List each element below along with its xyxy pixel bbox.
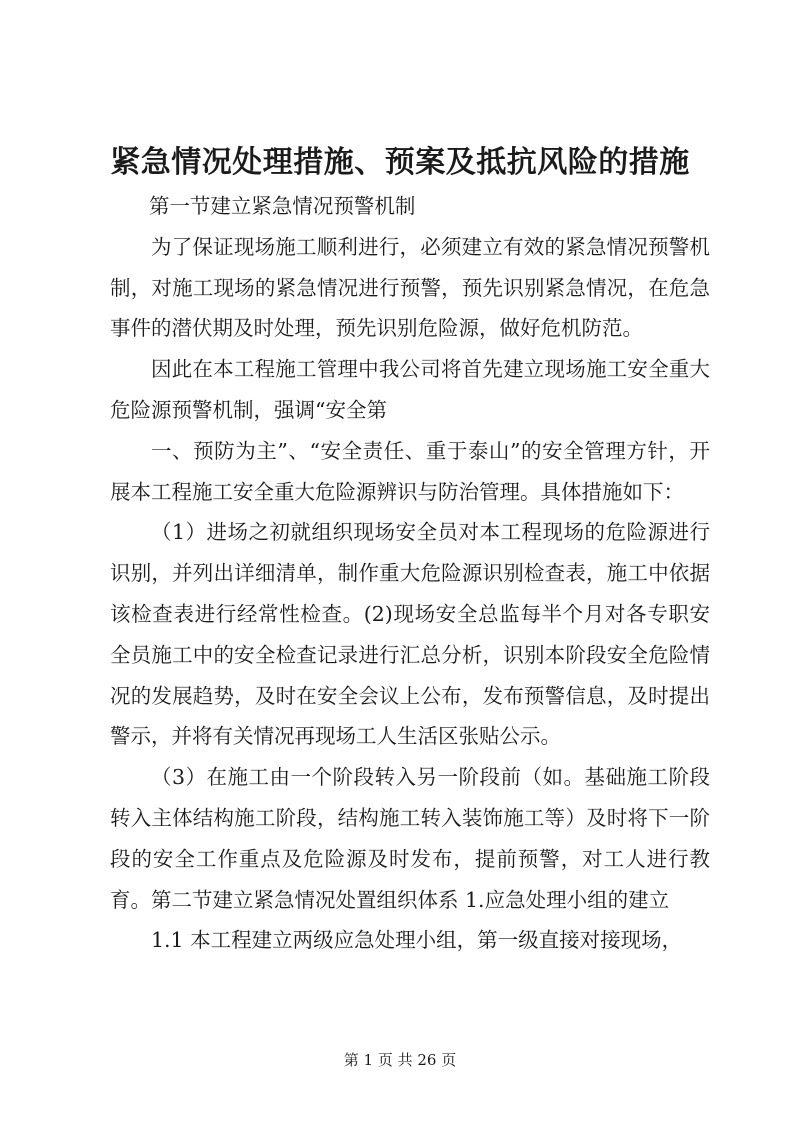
section-heading: 第一节建立紧急情况预警机制 [148,194,416,218]
paragraph: （3）在施工由一个阶段转入另一阶段前（如。基础施工阶段转入主体结构施工阶段，结构施工转入装饰施工等）及时将下一阶段的安全工作重点及危险源及时发布，提前预警，对工人进行教育。第二节建立紧急情况处置组织体系 1.应急处理小组的建立 [110,765,710,912]
paragraph: 为了保证现场施工顺利进行，必须建立有效的紧急情况预警机制，对施工现场的紧急情况进行预警，预先识别紧急情况，在危急事件的潜伏期及时处理，预先识别危险源，做好危机防范。 [110,234,710,341]
paragraph: 1.1 本工程建立两级应急处理小组，第一级直接对接现场， [151,928,683,953]
document-body [110,186,710,961]
paragraph: 一、预防为主”、“安全责任、重于泰山”的安全管理方针，开展本工程施工安全重大危险源辨识与防治管理。具体措施如下： [110,438,710,504]
paragraph: 因此在本工程施工管理中我公司将首先建立现场施工安全重大危险源预警机制，强调“安全第 [110,357,710,422]
page-footer: 第 1 页 共 26 页 [343,1051,457,1069]
document-title: 紧急情况处理措施、预案及抵抗风险的措施 [110,145,690,180]
paragraph: （1）进场之初就组织现场安全员对本工程现场的危险源进行识别，并列出详细清单，制作重大危险源识别检查表，施工中依据该检查表进行经常性检查。(2)现场安全总监每半个月对各专职安全员施工中的安全检查记录进行汇总分析，识别本阶段安全危险情况的发展趋势，及时在安全会议上公布，发布预警信息，及时提出警示，并将有关情况再现场工人生活区张贴公示。 [110,520,710,749]
